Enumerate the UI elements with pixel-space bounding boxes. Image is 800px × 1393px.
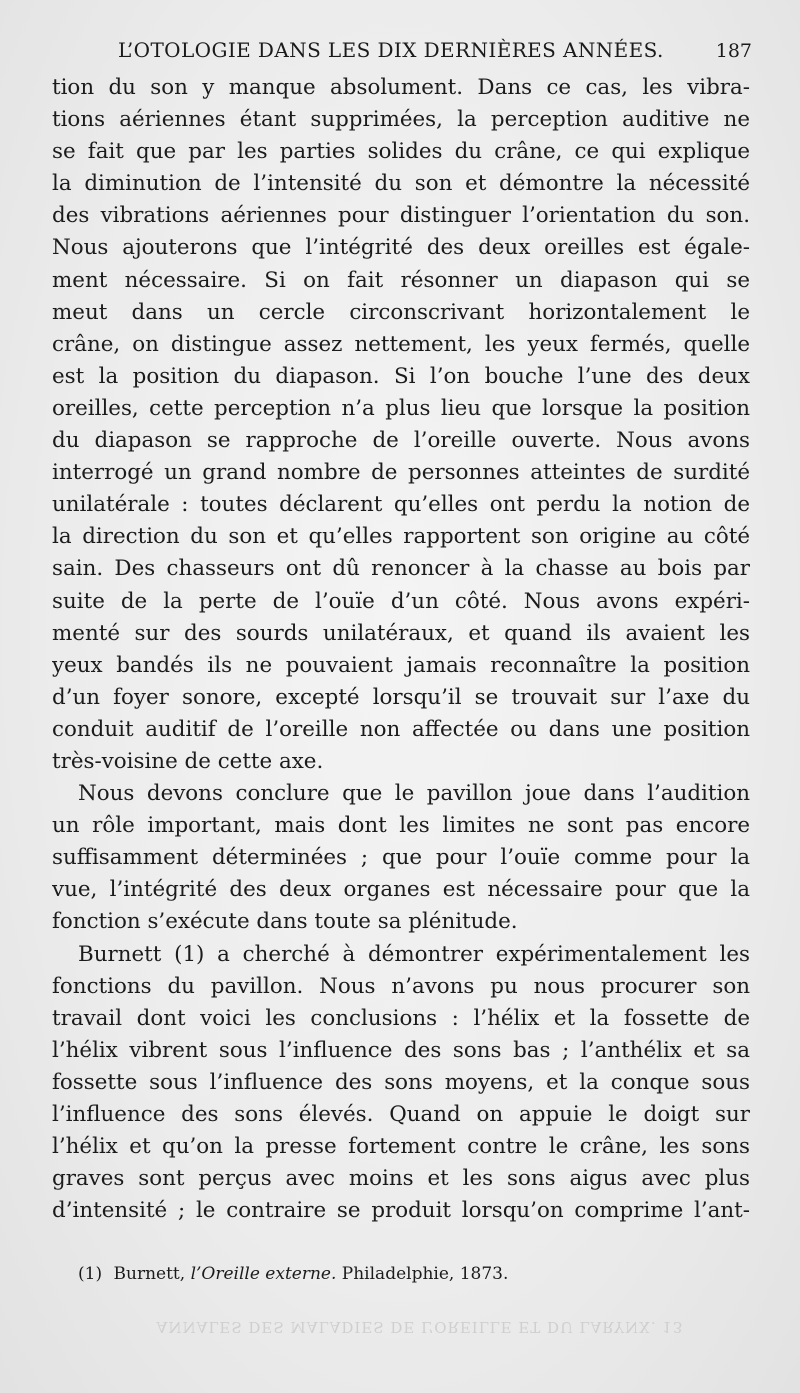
body-text [52,72,750,1227]
page-number: 187 [715,40,752,62]
text-line: l’hélix vibrent sous l’influence des sons bas ; l’anthélix et sa [52,1037,750,1063]
text-line: d’un foyer sonore, excepté lorsqu’il se trouvait sur l’axe du [52,684,750,710]
text-line: crâne, on distingue assez nettement, les yeux fermés, quelle [52,331,750,357]
footnote-title: l’Oreille externe. [190,1264,337,1284]
text-line: un rôle important, mais dont les limites ne sont pas encore [52,813,750,839]
text-line: tions aériennes étant supprimées, la perception auditive ne [52,107,750,133]
footnote [78,1264,750,1284]
text-line: tion du son y manque absolument. Dans ce cas, les vibra- [52,75,750,100]
text-line: unilatérale : toutes déclarent qu’elles ont perdu la notion de [52,492,750,518]
text-line: sain. Des chasseurs ont dû renoncer à la chasse au bois par [52,556,750,582]
text-line: travail dont voici les conclusions : l’hélix et la fossette de [52,1005,750,1031]
text-line: ment nécessaire. Si on fait résonner un diapason qui se [52,267,750,293]
text-line: meut dans un cercle circonscrivant horizontalement le [52,299,750,325]
text-line: d’intensité ; le contraire se produit lorsqu’on comprime l’ant- [52,1198,750,1224]
text-line: Nous ajouterons que l’intégrité des deux oreilles est égale- [52,235,750,261]
text-line: Nous devons conclure que le pavillon joue dans l’audition [78,781,750,807]
text-line: suite de la perte de l’ouïe d’un côté. Nous avons expéri- [52,588,750,614]
text-line: la diminution de l’intensité du son et démontre la nécessité [52,171,750,197]
footnote-imprint: Philadelphie, 1873. [341,1264,509,1284]
footnote-author: Burnett, [113,1264,186,1284]
text-line: fonctions du pavillon. Nous n’avons pu nous procurer son [52,973,750,999]
text-line: vue, l’intégrité des deux organes est nécessaire pour que la [52,877,750,903]
text-line: l’hélix et qu’on la presse fortement contre le crâne, les sons [52,1134,750,1160]
text-line: Burnett (1) a cherché à démontrer expérimentalement les [78,941,750,967]
text-line: interrogé un grand nombre de personnes atteintes de surdité [52,460,750,486]
bleed-through-text: ANNALES DES MALADIES DE L’OREILLE ET DU LARYNX. 13 [156,1318,684,1336]
footnote-marker: (1) [78,1264,103,1284]
text-line: du diapason se rapproche de l’oreille ouverte. Nous avons [52,428,750,454]
text-line: des vibrations aériennes pour distinguer l’orientation du son. [52,203,750,229]
text-line: la direction du son et qu’elles rapportent son origine au côté [52,524,750,550]
text-line: menté sur des sourds unilatéraux, et quand ils avaient les [52,620,750,646]
text-line: l’influence des sons élevés. Quand on appuie le doigt sur [52,1102,750,1127]
running-title: L’OTOLOGIE DANS LES DIX DERNIÈRES ANNÉES. [118,38,664,62]
text-line: oreilles, cette perception n’a plus lieu que lorsque la position [52,395,750,421]
text-line: très-voisine de cette axe. [52,748,324,774]
text-line: fonction s’exécute dans toute sa plénitude. [52,909,518,935]
text-line: est la position du diapason. Si l’on bouche l’une des deux [52,363,750,389]
text-line: fossette sous l’influence des sons moyens, et la conque sous [52,1069,750,1095]
text-line: se fait que par les parties solides du crâne, ce qui explique [52,139,750,165]
text-line: yeux bandés ils ne pouvaient jamais reconnaître la position [52,652,750,678]
text-line: suffisamment déterminées ; que pour l’ouïe comme pour la [52,845,750,871]
page-header [52,34,752,70]
text-line: graves sont perçus avec moins et les sons aigus avec plus [52,1166,750,1192]
text-line: conduit auditif de l’oreille non affectée ou dans une position [52,716,750,742]
